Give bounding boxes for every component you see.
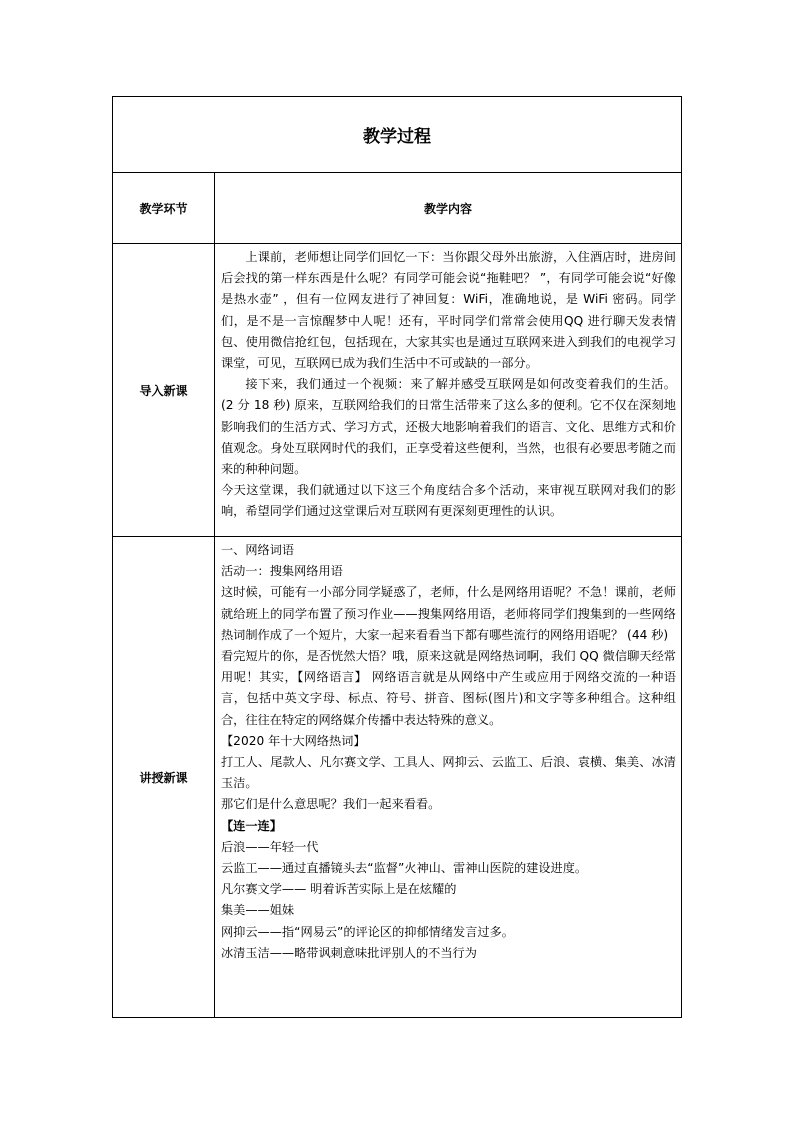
content-column-header: 教学内容: [215, 173, 682, 244]
teach-row: [113, 537, 682, 1018]
content-paragraph: 云监工——通过直播镜头去“监督”火神山、雷神山医院的建设进度。: [221, 861, 588, 876]
content-paragraph: 冰清玉洁——略带讽刺意味批评别人的不当行为: [221, 945, 477, 960]
content-paragraph: 打工人、尾款人、凡尔赛文学、工具人、网抑云、云监工、后浪、袁横、集美、冰清玉洁。: [221, 755, 676, 791]
intro-row: [113, 244, 682, 537]
content-paragraph: 看完短片的你，是否恍然大悟？哦，原来这就是网络热词啊，我们 QQ 微信聊天经常用呢！其实，【网络语言】 网络语言就是从网络中产生或应用于网络交流的一种语言，包括中英文字母、标点、符号、拼音、图标(图片)和文字等多种组合。这种组合，往往在特定的网络媒介传播中表达特殊的意义。: [221, 649, 676, 727]
content-paragraph: 一、网络词语: [221, 543, 295, 557]
content-paragraph: 这时候，可能有一小部分同学疑惑了，老师，什么是网络用语呢？不急！课前，老师就给班上的同学布置了预习作业——搜集网络用语，老师将同学们搜集到的一些网络热词制作成了一个短片，大家一起来看看当下都有哪些流行的网络用语呢？ (44 秒): [221, 585, 676, 642]
content-paragraph: 【2020 年十大网络热词】: [221, 733, 366, 748]
content-paragraph: 集美——姐妹: [221, 903, 295, 918]
section-content-teach: [215, 537, 682, 1018]
content-paragraph: 网抑云——指“网易云”的评论区的抑郁情绪发言过多。: [221, 924, 514, 939]
section-label-intro: 导入新课: [113, 244, 215, 537]
content-paragraph: 活动一：搜集网络用语: [221, 564, 343, 579]
content-paragraph: 【连一连】: [221, 818, 282, 833]
title-row: [113, 97, 682, 173]
content-paragraph: 凡尔赛文学—— 明着诉苦实际上是在炫耀的: [221, 882, 457, 897]
content-paragraph: 上课前，老师想让同学们回忆一下：当你跟父母外出旅游，入住酒店时，进房间后会找的第一样东西是什么呢？有同学可能会说“拖鞋吧？ ”，有同学可能会说“好像是热水壶” ，但有一位网友进行了神回复：WiFi，准确地说，是 WiFi 密码。同学们，是不是一言惊醒梦中人呢！还有，平时同学们常常会使用QQ 进行聊天发表情包、使用微信抢红包，包括现在，大家其实也是通过互联网来进入到我们的电视学习课堂，可见，互联网已成为我们生活中不可或缺的一部分。: [221, 250, 676, 371]
lesson-process-table: [112, 96, 682, 1018]
section-label-teach: 讲授新课: [113, 537, 215, 1018]
content-paragraph: 那它们是什么意思呢？我们一起来看看。: [221, 797, 441, 812]
section-content-intro: [215, 244, 682, 537]
content-paragraph: 今天这堂课，我们就通过以下这三个角度结合多个活动，来审视互联网对我们的影响，希望同学们通过这堂课后对互联网有更深刻更理性的认识。: [221, 483, 676, 519]
header-row: [113, 173, 682, 244]
section-column-header: 教学环节: [113, 173, 215, 244]
content-paragraph: 接下来，我们通过一个视频：来了解并感受互联网是如何改变着我们的生活。 (2 分 18 秒) 原来，互联网给我们的日常生活带来了这么多的便利。它不仅在深刻地影响我们的生活方式、学习方式，还极大地影响着我们的语言、文化、思维方式和价值观念。身处互联网时代的我们，正享受着这些便利，当然，也很有必要思考随之而来的种种问题。: [221, 377, 676, 477]
table-title: 教学过程: [113, 97, 682, 173]
content-paragraph: 后浪——年轻一代: [221, 839, 319, 854]
